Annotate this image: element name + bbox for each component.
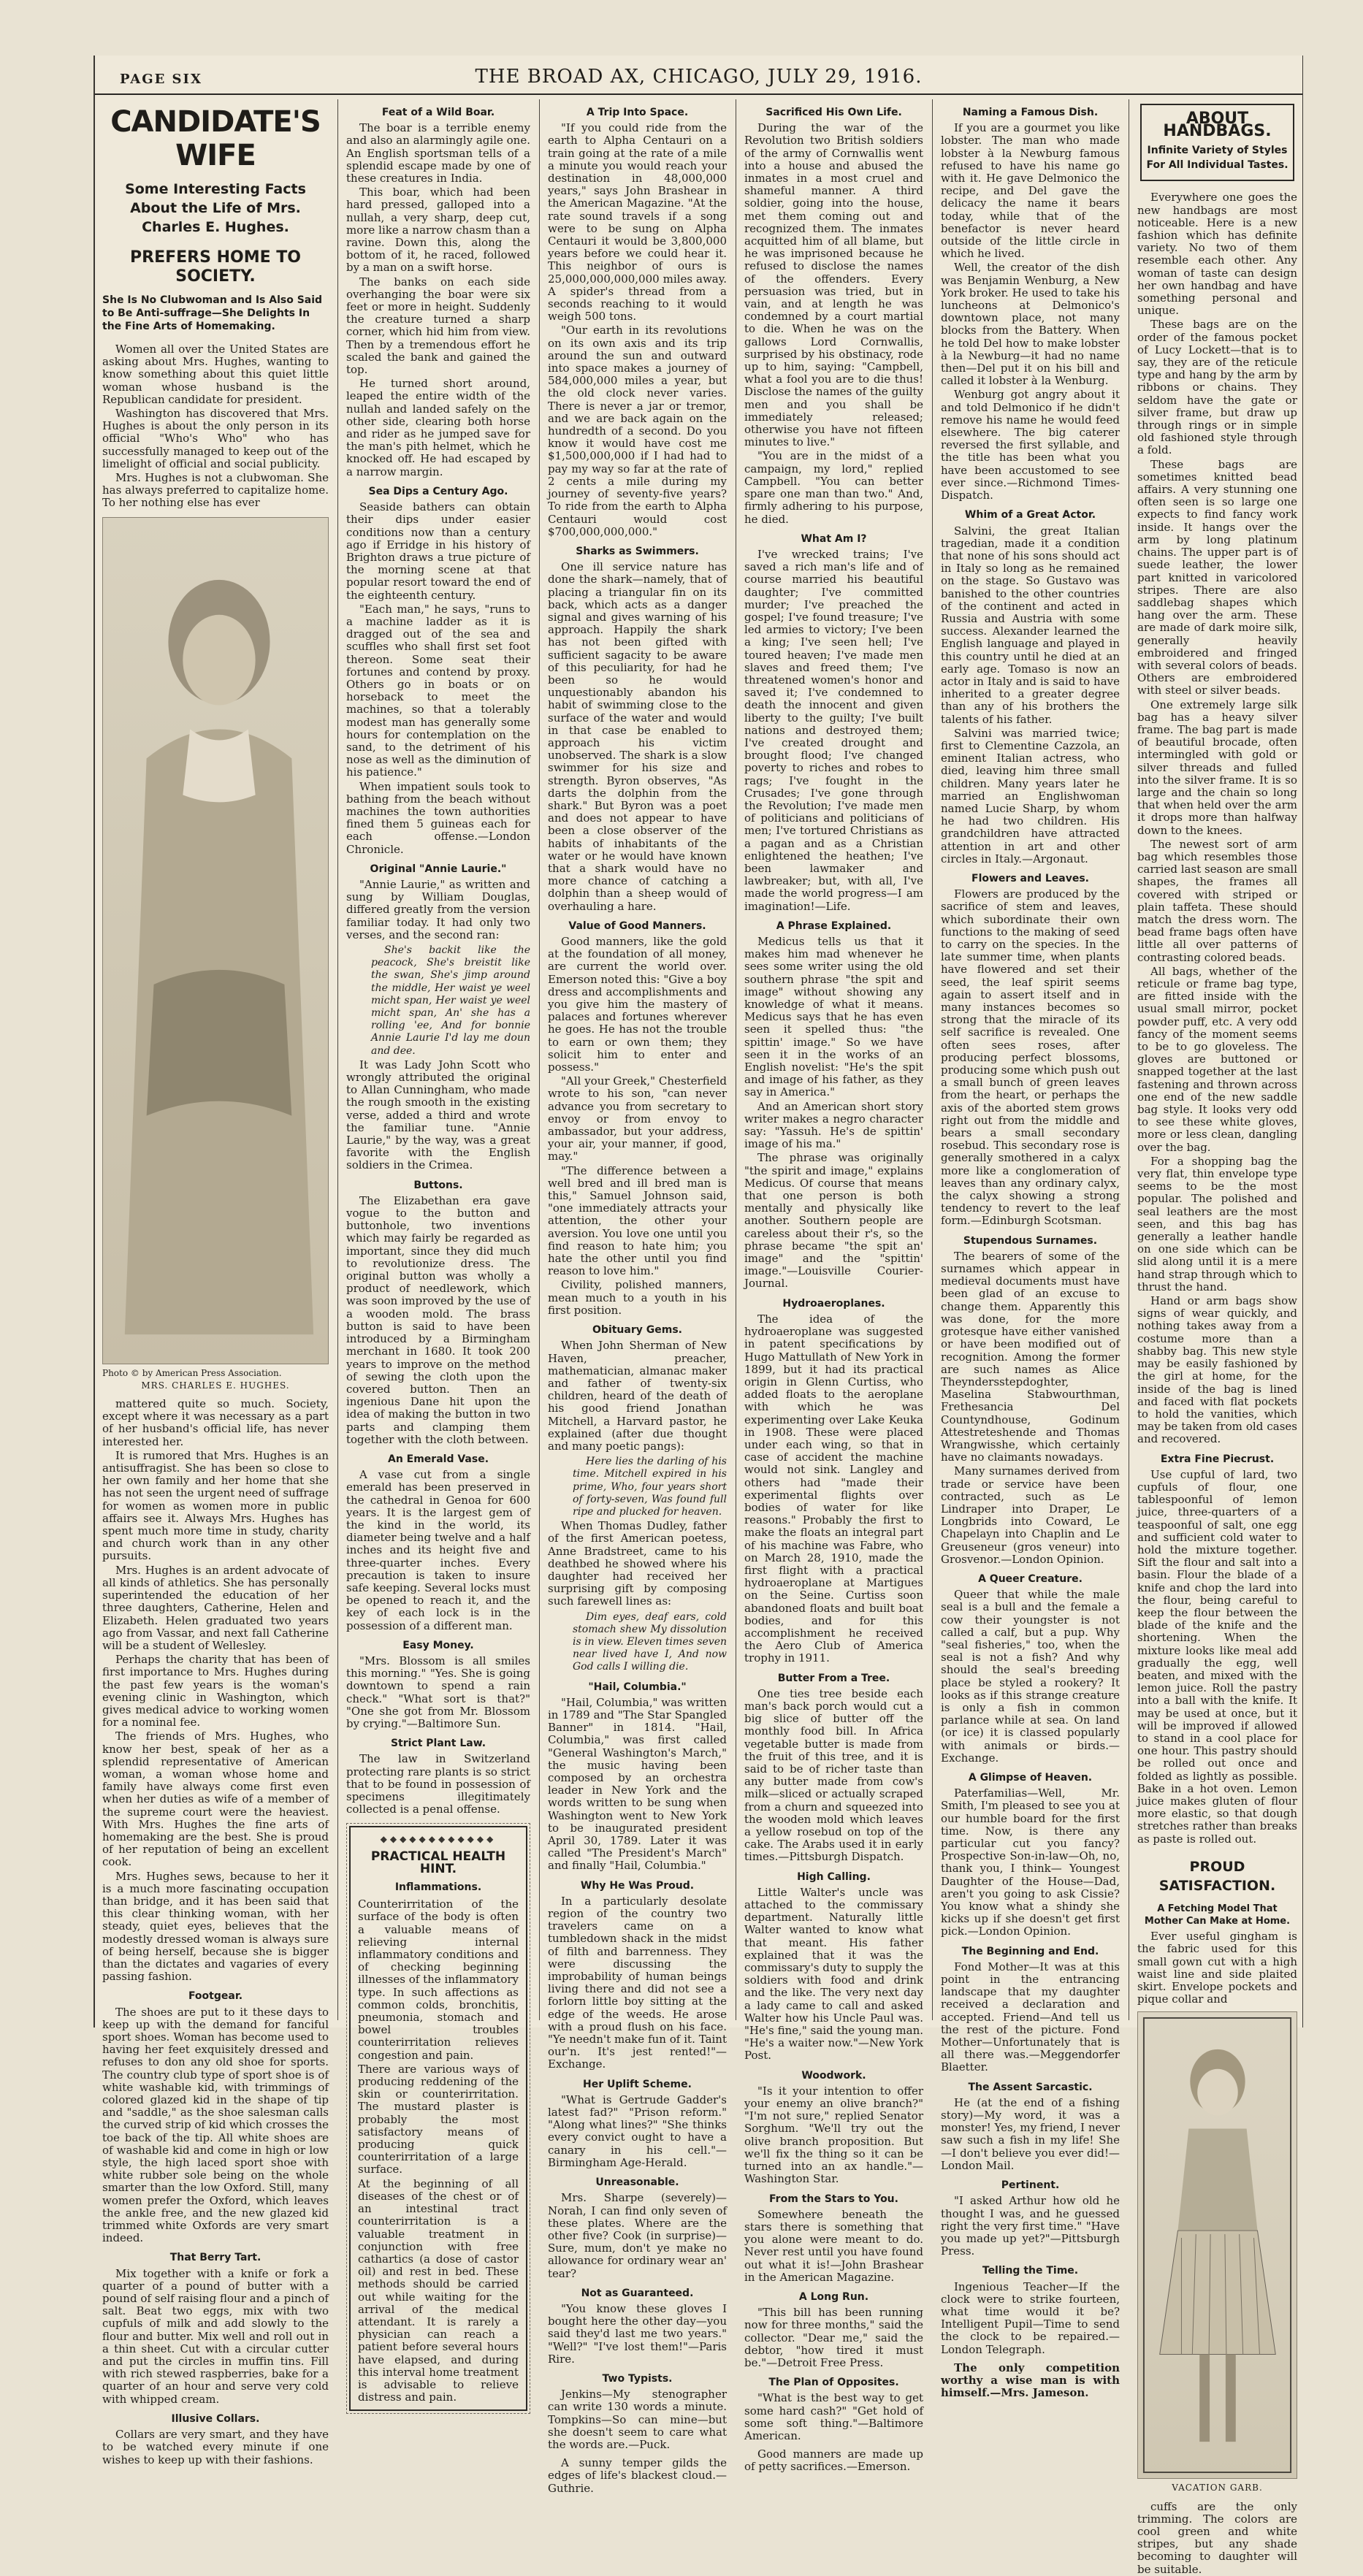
paragraph: Ingenious Teacher—If the clock were to strike fourteen, what time would it be? Intelligent Pupil—Time to send the clock to be repaired.—London Telegraph. [941, 2279, 1120, 2356]
paragraph: The boar is a terrible enemy and also an alarmingly agile one. An English sportsman tells of a splendid escape made by one of these creatures in India. [346, 121, 530, 186]
section-heading: Sharks as Swimmers. [576, 545, 699, 557]
section-heading: What Am I? [801, 532, 867, 545]
paragraph: "I asked Arthur how old he thought I was, and he guessed right the very first time." "Have you made up yet?"—Pittsburgh Press. [941, 2194, 1120, 2258]
paragraph: During the war of the Revolution two British soldiers of the army of Cornwallis went into a house and abused the inmates in a most cruel and shameful manner. A third soldier, going into the house, met them coming out and recognized them. The inmates acquitted him of all blame, but he was imprisoned because he refused to disclose the names of the offenders. Every persuasion was tried, but in vain, and at length he was condemned by a court martial to die. When he was on the gallows Lord Cornwallis, surprised by his obstinacy, rode up to him, saying: "Campbell, what a fool you are to die thus! Disclose the names of the guilty men and you shall be immediately released; otherwise you have not fifteen minutes to live." [744, 121, 923, 449]
paragraph: "All your Greek," Chesterfield wrote to his son, "can never advance you from secretary to envoy or from envoy to ambassador, but your address, your air, your manner, if good, may." [548, 1074, 727, 1163]
paragraph: The phrase was originally "the spirit and image," explains Medicus. Of course that means that one person is both mentally and physically like another. Southern people are careless about their r's, so the phrase became "the spit an' image" and the "spittin' image."—Louisville Courier-Journal. [744, 1151, 923, 1291]
deck-secondary: PREFERS HOME TO SOCIETY. [130, 248, 301, 286]
paragraph: There are various ways of producing reddening of the skin or counterirritation. The mustard plaster is probably the most satisfactory means of producing quick counterirritation of a large surface. [358, 2062, 519, 2176]
paragraph: mattered quite so much. Society, except where it was necessary as a part of her husband's official life, has never interested her. [102, 1397, 329, 1448]
paragraph: Civility, polished manners, mean much to a youth in his first position. [548, 1278, 727, 1317]
paragraph: Hand or arm bags show signs of wear quickly, and nothing takes away from a costume more than a shabby bag. This new style may be easily fashioned by the girl at home, for the inside of the bag is lined and faced with flat pockets to hold the vanities, which may be taken from old cases and recovered. [1137, 1294, 1297, 1446]
paragraph: When John Sherman of New Haven, preacher, mathematician, almanac maker and father of twenty-six children, heard of the death of his good friend Jonathan Mitchell, a Harvard pastor, he explained (after due thought and many poetic pangs): [548, 1339, 727, 1453]
paragraph: Well, the creator of the dish was Benjamin Wenburg, a New York broker. He used to take his luncheons at Delmonico's downtown place, not many blocks from the Battery. When he told Del how to make lobster à la Newburg—it had no name then—Del put it on his bill and called it lobster à la Wenburg. [941, 261, 1120, 388]
section-heading: Feat of a Wild Boar. [381, 107, 495, 118]
paragraph: This boar, which had been hard pressed, galloped into a nullah, a very sharp, deep cut, more like a narrow chasm than a ravine. Down this, along the bottom of it, he raced, followed by a man on a swift horse. [346, 186, 530, 275]
paragraph: It was Lady John Scott who wrongly attributed the original to Allan Cunningham, who made the rough smooth in the existing verse, added a third and wrote the familiar tune. "Annie Laurie," by the way, was a great favorite with the English soldiers in the Crimea. [346, 1058, 530, 1172]
paragraph: Fond Mother—It was at this point in the entrancing landscape that my daughter received a declaration and accepted. Friend—And tell us the rest of the picture. Fond Mother—Unfortunately that is all there was.—Meggendorfer Blaetter. [941, 1960, 1120, 2074]
section-heading: Illusive Collars. [171, 2412, 260, 2425]
paragraph: Paterfamilias—Well, Mr. Smith, I'm pleased to see you at our humble board for the first time. Now, is there any particular cut you fancy? Prospective Son-in-law—Oh, no, thank you, I think— Youngest Daughter of the House—Dad, aren't you going to ask Cissie? You know what a shindy she kicks up if she doesn't get first pick.—London Opinion. [941, 1786, 1120, 1938]
ornament-border: ◆◆◆◆◆◆◆◆◆◆◆◆ [380, 1834, 497, 1845]
paragraph: Little Walter's uncle was attached to the commissary department. Naturally little Walter wanted to know what that meant. His father explained that it was the commissary's duty to supply the soldiers with food and drink and the like. The very next day a lady came to call and asked Walter how his Uncle Paul was. "He's fine," said the young man. "He's a waiter now."—New York Post. [744, 1885, 923, 2063]
verse: Here lies the darling of his time. Mitchell expired in his prime, Who, four years short of forty-seven, Was found full ripe and plucked for heaven. [573, 1456, 727, 1518]
paragraph: One ill service nature has done the shark—namely, that of placing a triangular fin on its back, which acts as a danger signal and gives warning of his approach. Happily the shark has not been gifted with sufficient sagacity to be aware of this peculiarity, for had he been so he would unquestionably abandon his habit of swimming close to the surface of the water and would in that case be enabled to approach his victim unobserved. The shark is a slow swimmer for his size and strength. Byron observes, "As darts the dolphin from the shark." But Byron was a poet and does not appear to have been a close observer of the habits of inhabitants of the water or he would have known that a shark would have no more chance of catching a dolphin than a sheep would of overhauling a hare. [548, 560, 727, 913]
section-heading: Buttons. [413, 1179, 463, 1191]
paragraph: At the beginning of all diseases of the chest or of an intestinal tract counterirritation is a valuable treatment in conjunction with free cathartics (a dose of castor oil) and rest in bed. These methods should be carried out while waiting for the arrival of the medical attendant. It is rarely a physician can reach a patient before several hours have elapsed, and during this interval home treatment is advisable to relieve distress and pain. [358, 2176, 519, 2404]
illustration-caption: VACATION GARB. [1172, 2483, 1263, 2493]
section-heading: A Trip Into Space. [586, 107, 689, 118]
paragraph: Mrs. Sharpe (severely)—Norah, I can find only seven of these plates. Where are the other five? Cook (in surprise)—Sure, mum, don't ye make no allowance for ordinary wear an' tear? [548, 2191, 727, 2280]
paragraph: "What is Gertrude Gadder's latest fad?" "Prison reform." "Along what lines?" "She thinks every convict ought to have a canary in his cell."—Birmingham Age-Herald. [548, 2092, 727, 2169]
paragraph: The law in Switzerland protecting rare plants is so strict that to be found in possession of specimens illegitimately collected is a penal offense. [346, 1752, 530, 1816]
newspaper-page [93, 56, 1303, 2576]
section-heading: Extra Fine Piecrust. [1160, 1453, 1275, 1465]
section-heading: Hydroaeroplanes. [782, 1297, 885, 1310]
headline: CANDIDATE'S WIFE [110, 105, 321, 172]
paragraph: Use cupful of lard, two cupfuls of flour, one tablespoonful of lemon juice, three-quarters of a teaspoonful of salt, one egg and sufficient cold water to hold the mixture together. Sift the flour and salt into a basin. Flour the blade of a knife and chop the lard into the flour, being careful to keep the flour between the blade of the knife and the shortening. When the mixture looks like meal add gradually the egg, well beaten, and mixed with the lemon juice. Roll the pastry into a ball with the knife. It may be used at once, but it will be improved if allowed to stand in a cool place for one hour. This pastry should be rolled out once and folded as lightly as possible. Bake in a hot oven. Lemon juice makes gluten of flour more elastic, so that dough stretches rather than breaks as paste is rolled out. [1137, 1467, 1297, 1846]
paragraph: Jenkins—My stenographer can write 130 words a minute. Tompkins—So can mine—but she doesn't seem to care what the words are.—Puck. [548, 2388, 727, 2451]
paragraph: The friends of Mrs. Hughes, who know her best, speak of her as a splendid representative of American woman, a woman whose home and family have always come first even when her duties as wife of a member of the supreme court were the heaviest. With Mrs. Hughes the fine arts of homemaking are the best. She is proud of her reputation of being an excellent cook. [102, 1730, 329, 1869]
paragraph: "Our earth in its revolutions on its own axis and its trip around the sun and outward into space makes a journey of 584,000,000 miles a year, but the old clock never varies. There is never a jar or tremor, and we are back again on the hundredth of a second. Do you know it would have cost me $1,500,000,000 if I had had to pay my way so far at the rate of 2 cents a mile during my journey of seventy-five years? To ride from the earth to Alpha Centauri would cost $700,000,000,000." [548, 324, 727, 538]
paragraph: Mrs. Hughes sews, because to her it is a much more fascinating occupation than bridge, and it has been said that this clear thinking woman, with her steady, quiet eyes, believes that the modestly dressed woman is always sure of being herself, because she is bigger than the dictates and vagaries of every passing fashion. [102, 1869, 329, 1984]
paragraph: The bearers of some of the surnames which appear in medieval documents must have been glad of an excuse to change them. Apparently this was done, for the more grotesque have either vanished or have been modified out of recognition. Among the former are such names as Alice Theyndersstepdoghter, Maselina Stabwourthman, Frethesancia Del Countyndhouse, Godinum Attestreteshende and Thomas Wrangwisshe, which certainly have no claimants nowadays. [941, 1249, 1120, 1464]
column-2 [339, 99, 538, 2404]
section-heading: A Long Run. [798, 2290, 869, 2303]
paragraph: Mrs. Hughes is not a clubwoman. She has always preferred to capitalize home. To her nothing else has ever [102, 471, 329, 510]
paragraph: Queer that while the male seal is a bull and the female a cow their youngster is not called a calf, but a pup. Why "seal fisheries," too, when the seal is not a fish? And why should the seal's breeding place be styled a rookery? It looks as if this strange creature is only a fish in common parlance while at sea. On land (or ice) it is classed popularly with animals or birds.—Exchange. [941, 1588, 1120, 1765]
paragraph: Women all over the United States are asking about Mrs. Hughes, wanting to know something about this quiet little woman whose husband is the Republican candidate for president. [102, 343, 329, 406]
deck: A Fetching Model That Mother Can Make at Home. [1144, 1903, 1291, 1927]
verse: She's backit like the peacock, She's breistit like the swan, She's jimp around the middle, Her waist ye weel micht span, Her waist ye weel micht span, An' she has a rolling 'ee, And for bonnie Annie Laurie I'd lay me doun and dee. [371, 944, 530, 1057]
section-heading: Easy Money. [402, 1639, 474, 1651]
paragraph: I've wrecked trains; I've saved a rich man's life and of course married his beautiful daughter; I've committed murder; I've preached the gospel; I've found treasure; I've led armies to victory; I've been a king; I've seen hell; I've toured heaven; I've made men slaves and freed them; I've threatened women's honor and saved it; I've condemned to death the innocent and given liberty to the guilty; I've built nations and destroyed them; I've created drought and brought flood; I've changed poverty to riches and robes to rags; I've fought in the Crusades; I've gone through the Revolution; I've made men of politicians and politicians of men; I've tortured Christians as a pagan and as a Christian enlightened the heathen; I've been lawmaker and lawbreaker; but, with all, I've made the world progress—I am imagination!—Life. [744, 547, 923, 913]
section-heading: Woodwork. [801, 2069, 866, 2082]
paragraph: Seaside bathers can obtain their dips under easier conditions now than a century ago if Erridge in his history of Brighton draws a true picture of the morning scene at that popular resort toward the end of the eighteenth century. [346, 500, 530, 602]
paragraph: For a shopping bag the very flat, thin envelope type seems to be the most popular. The polished and seal leathers are the most seen, and this bag has generally a leather handle on one side which can be slid along until it is a mere hand strap through which to thrust the hand. [1137, 1154, 1297, 1293]
masthead [95, 56, 1302, 95]
section-heading: Her Uplift Scheme. [583, 2078, 692, 2090]
portrait-illustration [103, 518, 328, 1364]
paragraph: "Each man," he says, "runs to a machine ladder as it is dragged out of the sea and scuffles who shall first set foot thereon. Some seat their fortunes and contend by proxy. Others go in boats or on horseback to meet the machines, so that a tolerably modest man has generally some hours for contemplation on the sand, to the detriment of his nose as well as the diminution of his patience." [346, 602, 530, 779]
column-5 [934, 99, 1127, 2400]
section-heading: Telling the Time. [982, 2265, 1079, 2277]
section-heading: The Beginning and End. [961, 1945, 1099, 1957]
verse: Dim eyes, deaf ears, cold stomach shew My dissolution is in view. Eleven times seven near lived have I, And now God calls I willing die. [573, 1610, 727, 1673]
dress-illustration [1138, 2012, 1297, 2478]
paragraph: Good manners, like the gold at the foundation of all money, are current the world over. Emerson noted this: "Give a boy dress and accomplishments and you give him the mastery of palaces and fortunes wherever he goes. He has not the trouble to earn or own them; they solicit him to enter and possess." [548, 935, 727, 1074]
section-heading: Butter From a Tree. [777, 1672, 890, 1684]
paragraph: The only competition worthy a wise man is with himself.—Mrs. Jameson. [941, 2361, 1120, 2400]
column-1 [95, 99, 336, 2466]
paragraph: The newest sort of arm bag which resembles those carried last season are small shapes, the frames all covered with striped or plain taffeta. These should match the dress worn. The bead frame bags often have little all over patterns of contrasting colored beads. [1137, 837, 1297, 964]
section-heading: Original "Annie Laurie." [370, 863, 507, 875]
section-heading: Pertinent. [1001, 2179, 1060, 2192]
section-heading: Naming a Famous Dish. [962, 107, 1099, 118]
section-heading: Stupendous Surnames. [963, 1234, 1098, 1247]
paragraph: Washington has discovered that Mrs. Hughes is about the only person in its official "Who's Who" who has successfully managed to keep out of the limelight of official and social publicity. [102, 407, 329, 470]
section-heading: Obituary Gems. [592, 1324, 682, 1337]
column-6 [1130, 99, 1305, 2576]
section-heading: A Queer Creature. [978, 1572, 1083, 1585]
paragraph: Flowers are produced by the sacrifice of stem and leaves, which subordinate their own functions to the making of seed to carry on the species. In the late summer time, when plants have flowered and set their seed, the leaf spirit seems again to assert itself and in many instances becomes so strong that the miracle of its self sacrifice is revealed. One often sees roses, after producing perfect blossoms, producing some which push out a small bunch of green leaves from the heart, or perhaps the axis of the aborted stem grows right out from the middle and bears a small secondary rosebud. This secondary rose is generally smothered in a calyx more like a conglomeration of leaves than any ordinary calyx, the calyx showing a strong tendency to revert to the leaf form.—Edinburgh Scotsman. [941, 887, 1120, 1228]
lede: She Is No Clubwoman and Is Also Said to Be Anti-suffrage—She Delights In the Fine Arts of Homemaking. [102, 294, 323, 332]
box-title: PRACTICAL HEALTH HINT. [370, 1849, 506, 1876]
health-hint-box [349, 1826, 527, 2411]
paragraph: All bags, whether of the reticule or frame bag type, are fitted inside with the usual small mirror, pocket powder puff, etc. A very odd fancy of the moment seems to be to go gloveless. The gloves are buttoned or snapped together at the last fastening and thrown across one end of the new saddle bag style. It looks very odd to see these white gloves, more or less clean, dangling over the bag. [1137, 964, 1297, 1154]
section-heading: Flowers and Leaves. [971, 872, 1089, 884]
paragraph: One ties tree beside each man's back porch would cut a big slice of butter off the monthly food bill. In Africa vegetable butter is made from the fruit of this tree, and it is said to be of richer taste than any butter made from cow's milk—sliced or actually scraped from a churn and squeezed into the wooden mold which leaves a yellow rosebud on top of the cake. The Arabs used it in early times.—Pittsburgh Dispatch. [744, 1686, 923, 1864]
section-heading: High Calling. [797, 1870, 871, 1883]
paragraph: Mix together with a knife or fork a quarter of a pound of butter with a pound of self raising flour and a pinch of salt. Beat two eggs, mix with two cupfuls of milk and add slowly to the flour and butter. Mix well and roll out in a thin sheet. Cut with a circular cutter and put the circles in muffin tins. Fill with rich stewed raspberries, bake for a quarter of an hour and serve very cold with whipped cream. [102, 2266, 329, 2406]
section-heading: A Phrase Explained. [776, 920, 892, 932]
section-heading: A Glimpse of Heaven. [968, 1772, 1093, 1784]
paragraph: "Hail, Columbia," was written in 1789 and "The Star Spangled Banner" in 1814. "Hail, Columbia," was first called "General Washington's March," the music having been composed by an orchestra leader in New York and the words written to be sung when Washington went to New York to be inaugurated president April 30, 1789. Later it was called "The President's March" and finally "Hail, Columbia." [548, 1695, 727, 1873]
section-heading: Unreasonable. [595, 2176, 679, 2189]
paragraph: Many surnames derived from trade or service have been contracted, such as Le Lindraper into Draper, Le Longbrids into Coward, Le Chapelayn into Chaplin and Le Greuseneur (gros veneur) into Grosvenor.—London Opinion. [941, 1464, 1120, 1566]
paragraph: The banks on each side overhanging the boar were six feet or more in height. Suddenly the creature turned a sharp corner, which hid him from view. Then by a tremendous effort he scaled the bank and gained the top. [346, 275, 530, 377]
paragraph: If you are a gourmet you like lobster. The man who made lobster à la Newburg famous refused to have his name go with it. He gave Delmonico the recipe, and Del gave the delicacy the name it bears today, while that of the benefactor is never heard outside of the little circle in which he lived. [941, 121, 1120, 261]
section-heading: The Assent Sarcastic. [968, 2081, 1093, 2093]
section-heading: Sea Dips a Century Ago. [368, 485, 508, 497]
section-heading: Why He Was Proud. [580, 1879, 695, 1892]
paragraph: "The difference between a well bred and ill bred man is this," Samuel Johnson said, "one immediately attracts your attention, the other your aversion. You love one until you find reason to hate him; you hate the other until you find reason to love him." [548, 1163, 727, 1278]
paragraph: "Is it your intention to offer your enemy an olive branch?" "I'm not sure," replied Senator Sorghum. "We'll try out the olive branch proposition. But we'll fix the thing so it can be turned into an ax handle."—Washington Star. [744, 2084, 923, 2186]
section-heading: Whim of a Great Actor. [964, 509, 1096, 521]
paragraph: Good manners are made up of petty sacrifices.—Emerson. [744, 2447, 923, 2474]
column-4 [737, 99, 931, 2474]
paragraph: Somewhere beneath the stars there is something that you alone were meant to do. Never rest until you have found out what it is!—John Brashear in the American Magazine. [744, 2207, 923, 2284]
page-number: PAGE SIX [120, 72, 202, 87]
section-heading: That Berry Tart. [169, 2252, 261, 2264]
paragraph: Perhaps the charity that has been of first importance to Mrs. Hughes during the past few years is the woman's evening clinic in Washington, which gives medical advice to working women for a nominal fee. [102, 1653, 329, 1730]
paragraph: The idea of the hydroaeroplane was suggested in patent specifications by Hugo Mattullath of New York in 1899, but it had its practical origin in Glenn Curtiss, who added floats to the aeroplane with which he was experimenting over Lake Keuka in 1908. These were placed under each wing, so that in case of accident the machine would not sink. Langley and others had "made their experimental flights over bodies of water for like reasons." Probably the first to make the floats an integral part of his machine was Fabre, who on March 28, 1910, made the first flight with a practical hydroaeroplane at Martigues on the Seine. Curtiss soon abandoned floats and built boat bodies, and for this accomplishment he received the Aero Club of America trophy in 1911. [744, 1312, 923, 1665]
paragraph: One extremely large silk bag has a heavy silver frame. The bag part is made of beautiful brocade, often intermingled with gold or silver threads and fulled into the silver frame. It is so large and the chain so long that when held over the arm it drops more than halfway down to the knees. [1137, 697, 1297, 837]
paragraph: Medicus tells us that it makes him mad whenever he sees some writer using the old southern phrase "the spit and image" without showing any knowledge of what it means. Medicus says that he has even seen it spelled thus: "the spittin' image." So we have seen it in the works of an English novelist: "He's the spit and image of his father, as they say in America." [744, 935, 923, 1099]
paragraph: "You know these gloves I bought here the other day—you said they'd last me two years." "Well?" "I've lost them!"—Paris Rire. [548, 2301, 727, 2366]
paragraph: A sunny temper gilds the edges of life's blackest cloud.—Guthrie. [548, 2456, 727, 2495]
paragraph: A vase cut from a single emerald has been preserved in the cathedral in Genoa for 600 years. It is the largest gem of the kind in the world, its diameter being twelve and a half inches and its height five and three-quarter inches. Every precaution is taken to insure safe keeping. Several locks must be opened to reach it, and the key of each lock is in the possession of a different man. [346, 1468, 530, 1632]
paragraph: In a particularly desolate region of the country two travelers came on a tumbledown shack in the midst of filth and barrenness. They were discussing the improbability of human beings living there and did not see a forlorn little boy sitting at the edge of the weeds. He arose with a proud flush on his face. "Ye needn't make fun of it. Taint our'n. It's jest rented!"—Exchange. [548, 1894, 727, 2071]
deck: Some Interesting Facts About the Life of Mrs. Charles E. Hughes. [125, 181, 306, 235]
newspaper-title: THE BROAD AX, CHICAGO, JULY 29, 1916. [475, 66, 923, 88]
column-3 [541, 99, 734, 2495]
paragraph: It is rumored that Mrs. Hughes is an antisuffragist. She has been so close to her own family and her home that she has not seen the urgent need of suffrage for women as women more in public affairs see it. Always Mrs. Hughes has spent much more time in study, charity and church work than in any other pursuits. [102, 1448, 329, 1563]
paragraph: He (at the end of a fishing story)—My word, it was a monster! Yes, my friend, I never saw such a fish in my life! She—I don't believe you ever did!—London Mail. [941, 2095, 1120, 2172]
paragraph: Salvini, the great Italian tragedian, made it a condition that none of his sons should act in Italy so long as he remained on the stage. So Gustavo was banished to the other countries of the continent and acted in Russia and Austria with some success. Alexander learned the English language and played in this country until he died at an early age. Tomaso is now an actor in Italy and is said to have inherited to a greater degree than any of his brothers the talents of his father. [941, 524, 1120, 726]
paragraph: "Annie Laurie," as written and sung by William Douglas, differed greatly from the version familiar today. It had only two verses, and the second ran: [346, 877, 530, 941]
box-subtitle: Inflammations. [394, 1881, 482, 1894]
paragraph: Collars are very smart, and they have to be watched every minute if one wishes to keep up with their fashions. [102, 2428, 329, 2466]
headline: PROUD SATISFACTION. [1158, 1858, 1276, 1894]
column-rule [932, 99, 933, 2020]
paragraph: Counterirritation of the surface of the body is often a valuable means of relieving internal inflammatory conditions and of checking beginning illnesses of the inflammatory type. In such affections as common colds, bronchitis, pneumonia, stomach and bowel troubles counterirritation relieves congestion and pain. [358, 1897, 519, 2062]
paragraph: cuffs are the only trimming. The colors are cool green and white stripes, but any shade becoming to daughter will be suitable. [1137, 2499, 1297, 2576]
paragraph: These bags are on the order of the famous pocket of Lucy Lockett—that is to say, they are of the reticule type and hang by the arm by ribbons or chains. They seldom have the gate or silver frame, but draw up through rings or in simple old fashioned style through a fold. [1137, 318, 1297, 457]
girl-illustration [1137, 2011, 1297, 2479]
section-heading: The Plan of Opposites. [768, 2377, 899, 2389]
paragraph: "This bill has been running now for three months," said the collector. "Dear me," said the debtor, "how tired it must be."—Detroit Free Press. [744, 2306, 923, 2369]
paragraph: Ever useful gingham is the fabric used for this small gown cut with a high waist line and side plaited skirt. Envelope pockets and pique collar and [1137, 1930, 1297, 2006]
box-subtitle: Infinite Variety of Styles For All Individual Tastes. [1146, 145, 1288, 172]
section-heading: Value of Good Manners. [568, 920, 706, 932]
column-rule [337, 99, 338, 2020]
section-heading: Two Typists. [602, 2372, 673, 2385]
paragraph: "What is the best way to get some hard cash?" "Get hold of some soft thing."—Baltimore American. [744, 2391, 923, 2442]
paragraph: Everywhere one goes the new handbags are most noticeable. Here is a new fashion which has definite variety. No two of them resemble each other. Any woman of taste can design her own handbag and have something personal and unique. [1137, 191, 1297, 318]
paragraph: He turned short around, leaped the entire width of the nullah and landed safely on the other side, clearing both horse and rider as he jumped save for the man's pith helmet, which he knocked off. He had escaped by a narrow margin. [346, 377, 530, 478]
paragraph: Mrs. Hughes is an ardent advocate of all kinds of athletics. She has personally superintended the education of her three daughters, Catherine, Helen and Elizabeth. Helen graduated two years ago from Vassar, and next fall Catherine will be a student of Wellesley. [102, 1563, 329, 1652]
paragraph: When impatient souls took to bathing from the beach without machines the town authorities fined them 5 guineas each for each offense.—London Chronicle. [346, 779, 530, 856]
paragraph: Wenburg got angry about it and told Delmonico if he didn't remove his name he would feed elsewhere. The big caterer reversed the first syllable, and the title has been what you have been accustomed to see ever since.—Richmond Times-Dispatch. [941, 388, 1120, 502]
paragraph: "If you could ride from the earth to Alpha Centauri on a train going at the rate of a mile a minute you would reach your destination in 48,000,000 years," says John Brashear in the American Magazine. "At the rate sound travels if a song were to be sung on Alpha Centauri it would be 3,800,000 years before we could hear it. This neighbor of ours is 25,000,000,000,000 miles away. A spider's thread from a seconds reaching to it would weigh 500 tons. [548, 121, 727, 324]
photo-caption: MRS. CHARLES E. HUGHES. [141, 1380, 290, 1391]
column-rule [539, 99, 540, 2020]
section-heading: Not as Guaranteed. [581, 2287, 694, 2299]
section-heading: Sacrificed His Own Life. [766, 107, 902, 118]
handbags-headline-box [1140, 104, 1294, 181]
paragraph: The shoes are put to it these days to keep up with the demand for fanciful sport shoes. Woman has become used to having her feet exquisitely dressed and refuses to don any old shoe for sports. The country club type of sport shoe is of white washable kid, with trimmings of colored glazed kid in the shape of tip and "saddle," as the shoe salesman calls the curved strip of kid which crosses the toe back of the tip. All white shoes are of washable kid and come in high or low style, the high laced sport shoe with white rubber sole being on the whole smarter than the low Oxford. Still, many women prefer the Oxford, which leaves the ankle free, and the new glazed kid trimmed white Oxfords are very smart indeed. [102, 2005, 329, 2245]
paragraph: These bags are sometimes knitted bead affairs. A very stunning one often seen is so large one expects to find fancy work inside. It hangs over the arm by long platinum chains. The upper part is of suede leather, the lower part knitted in varicolored stripes. There are also saddlebag shapes which hang over the arm. These are made of dark moire silk, generally heavily embroidered and fringed with several colors of beads. Others are embroidered with steel or silver beads. [1137, 457, 1297, 697]
section-heading: An Emerald Vase. [387, 1453, 489, 1465]
paragraph: When Thomas Dudley, father of the first American poetess, Anne Bradstreet, came to his deathbed he showed where his daughter had received her surprising gift by composing such farewell lines as: [548, 1519, 727, 1608]
section-heading: Strict Plant Law. [390, 1738, 486, 1750]
portrait-photo [102, 517, 329, 1364]
paragraph: The Elizabethan era gave vogue to the button and buttonhole, two inventions which may fairly be regarded as important, since they did much to revolutionize dress. The original button was wholly a product of needlework, which was soon improved by the use of a wooden mold. The brass button is said to have been introduced by a Birmingham merchant in 1680. It took 200 years to improve on the method of sewing the cloth upon the covered button. Then an ingenious Dane hit upon the idea of making the button in two parts and clamping them together with the cloth between. [346, 1193, 530, 1446]
paragraph: "Mrs. Blossom is all smiles this morning." "Yes. She is going downtown to spend a rain check." "What sort is that?" "One she got from Mr. Blossom by crying."—Baltimore Sun. [346, 1654, 530, 1730]
box-title: ABOUT HANDBAGS. [1163, 110, 1272, 141]
section-heading: Footgear. [188, 1990, 243, 2003]
photo-credit: Photo © by American Press Association. [102, 1367, 282, 1378]
paragraph: Salvini was married twice; first to Clementine Cazzola, an eminent Italian actress, who died, leaving him three small children. Many years later he married an Englishwoman named Lucie Sharp, by whom he had two children. His grandchildren have attracted attention in art and other circles in Italy.—Argonaut. [941, 726, 1120, 865]
paragraph: "You are in the midst of a campaign, my lord," replied Campbell. "You can better spare one man than two." And, firmly adhering to his purpose, he died. [744, 449, 923, 526]
section-heading: "Hail, Columbia." [588, 1681, 687, 1693]
paragraph: And an American short story writer makes a negro character say: "Yassuh. He's de spittin' image of his ma." [744, 1099, 923, 1151]
section-heading: From the Stars to You. [769, 2193, 898, 2205]
